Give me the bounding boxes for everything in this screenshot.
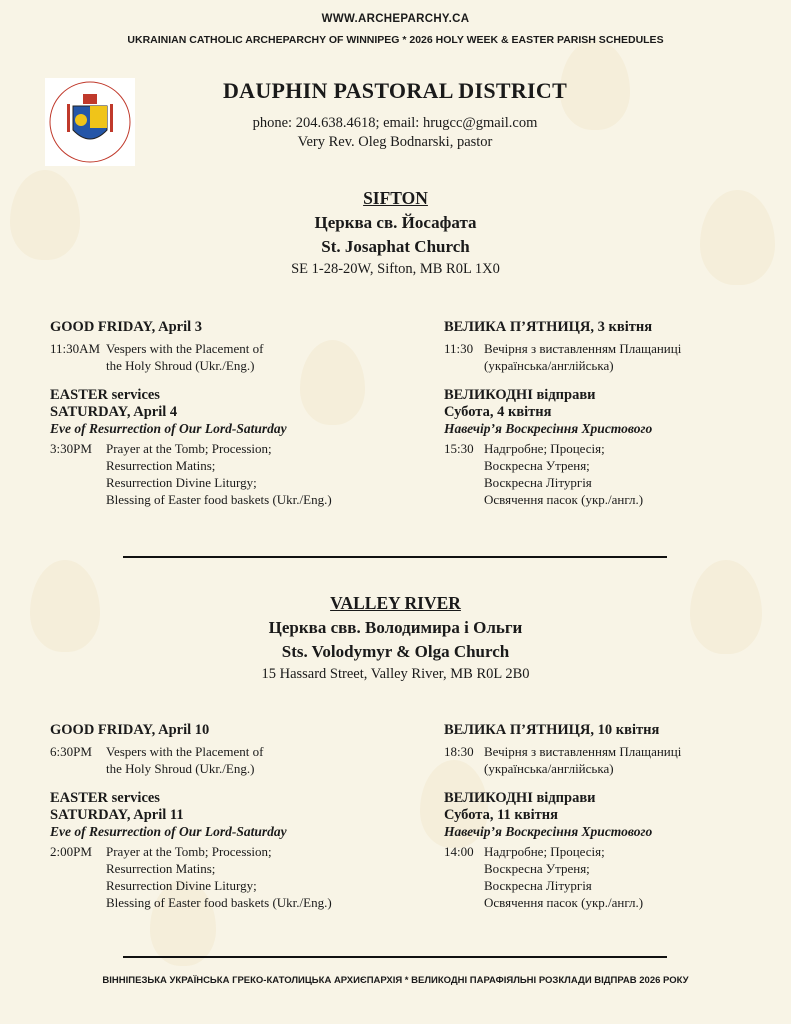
- schedule-item: [50, 743, 410, 760]
- service-line: Освячення пасок (укр./англ.): [484, 492, 644, 507]
- eve-heading: Eve of Resurrection of Our Lord-Saturday: [50, 421, 287, 436]
- schedule-item: [444, 440, 774, 457]
- saturday-heading: SATURDAY, April 11: [50, 807, 184, 823]
- service-line: Воскресна Утреня;: [484, 861, 590, 876]
- eve-heading: Eve of Resurrection of Our Lord-Saturday: [50, 824, 287, 839]
- service-line: Resurrection Divine Liturgy;: [106, 475, 257, 490]
- service-line: Vespers with the Placement of: [106, 744, 264, 759]
- good-friday-heading-ukr: ВЕЛИКА П’ЯТНИЦЯ, 10 квітня: [444, 722, 660, 738]
- service-line: the Holy Shroud (Ukr./Eng.): [106, 761, 255, 776]
- footer-text: ВІННІПЕЗЬКА УКРАЇНСЬКА ГРЕКО-КАТОЛИЦЬКА АРХИЄПАРХІЯ * ВЕЛИКОДНІ ПАРАФІЯЛЬНІ РОЗКЛАДИ ВІДПРАВ 2026 РОКУ: [102, 975, 689, 986]
- valley-river-schedule-eng: [50, 722, 410, 911]
- schedule-item: [444, 743, 774, 760]
- good-friday-heading: GOOD FRIDAY, April 10: [50, 722, 210, 738]
- schedule-item: [50, 340, 410, 357]
- sifton-schedule-ukr: [444, 319, 774, 508]
- church-name-eng: Sts. Volodymyr & Olga Church: [281, 642, 510, 661]
- service-line: Blessing of Easter food baskets (Ukr./Eng.): [106, 492, 332, 507]
- easter-heading-ukr: ВЕЛИКОДНІ відправи: [444, 387, 596, 403]
- schedule-item: [50, 843, 410, 860]
- service-line: Resurrection Divine Liturgy;: [106, 878, 257, 893]
- service-time: 6:30PM: [50, 744, 92, 759]
- service-line: Освячення пасок (укр./англ.): [484, 895, 644, 910]
- easter-heading-ukr: ВЕЛИКОДНІ відправи: [444, 790, 596, 806]
- service-time: 14:00: [444, 844, 474, 859]
- easter-heading: EASTER services: [50, 790, 160, 806]
- valley-river-schedule-ukr: [444, 722, 774, 911]
- archeparchy-logo: [45, 78, 135, 166]
- service-line: Воскресна Літургія: [484, 878, 592, 893]
- schedule-item: [50, 440, 410, 457]
- service-line: Blessing of Easter food baskets (Ukr./Eng.): [106, 895, 332, 910]
- section-divider: [123, 556, 667, 558]
- district-contact: [200, 114, 590, 152]
- service-line: Prayer at the Tomb; Procession;: [106, 441, 272, 456]
- saturday-heading-ukr: Субота, 4 квітня: [444, 404, 552, 420]
- church-name-ukr: Церква св. Йосафата: [314, 213, 477, 232]
- church-address: 15 Hassard Street, Valley River, MB R0L 2B0: [261, 666, 530, 682]
- schedule-title: UKRAINIAN CATHOLIC ARCHEPARCHY OF WINNIPEG * 2026 HOLY WEEK & EASTER PARISH SCHEDULES: [127, 34, 664, 46]
- good-friday-heading-ukr: ВЕЛИКА П’ЯТНИЦЯ, 3 квітня: [444, 319, 653, 335]
- parish-name: SIFTON: [363, 188, 428, 208]
- service-line: (українська/англійська): [484, 358, 614, 373]
- service-line: Воскресна Літургія: [484, 475, 592, 490]
- site-url[interactable]: WWW.ARCHEPARCHY.CA: [321, 13, 470, 25]
- contact-line: phone: 204.638.4618; email: hrugcc@gmail.com: [252, 115, 538, 131]
- church-name-ukr: Церква свв. Володимира і Ольги: [268, 618, 523, 637]
- service-time: 11:30AM: [50, 341, 101, 356]
- parish-sifton: [0, 188, 791, 278]
- service-time: 2:00PM: [50, 844, 92, 859]
- service-line: (українська/англійська): [484, 761, 614, 776]
- footer-divider: [123, 956, 667, 958]
- service-time: 3:30PM: [50, 441, 92, 456]
- service-line: Воскресна Утреня;: [484, 458, 590, 473]
- church-name-eng: St. Josaphat Church: [321, 237, 470, 256]
- pastor-line: Very Rev. Oleg Bodnarski, pastor: [297, 134, 493, 150]
- schedule-item: [444, 340, 774, 357]
- saturday-heading-ukr: Субота, 11 квітня: [444, 807, 558, 823]
- service-line: Вечірня з виставленням Плащаниці: [484, 341, 682, 356]
- church-address: SE 1-28-20W, Sifton, MB R0L 1X0: [291, 261, 500, 277]
- eve-heading-ukr: Навечір’я Воскресіння Христового: [444, 421, 653, 436]
- easter-heading: EASTER services: [50, 387, 160, 403]
- service-line: Надгробне; Процесія;: [484, 441, 605, 456]
- service-line: Prayer at the Tomb; Procession;: [106, 844, 272, 859]
- eve-heading-ukr: Навечір’я Воскресіння Христового: [444, 824, 653, 839]
- service-line: Vespers with the Placement of: [106, 341, 264, 356]
- service-line: Resurrection Matins;: [106, 458, 216, 473]
- schedule-item: [444, 843, 774, 860]
- service-time: 11:30: [444, 341, 474, 356]
- sifton-schedule-eng: [50, 319, 410, 508]
- service-time: 15:30: [444, 441, 474, 456]
- parish-valley-river: [0, 593, 791, 683]
- saturday-heading: SATURDAY, April 4: [50, 404, 178, 420]
- parish-name: VALLEY RIVER: [330, 593, 461, 613]
- service-line: Вечірня з виставленням Плащаниці: [484, 744, 682, 759]
- service-line: Надгробне; Процесія;: [484, 844, 605, 859]
- service-line: Resurrection Matins;: [106, 861, 216, 876]
- good-friday-heading: GOOD FRIDAY, April 3: [50, 319, 203, 335]
- service-line: the Holy Shroud (Ukr./Eng.): [106, 358, 255, 373]
- district-title: DAUPHIN PASTORAL DISTRICT: [222, 78, 568, 103]
- service-time: 18:30: [444, 744, 474, 759]
